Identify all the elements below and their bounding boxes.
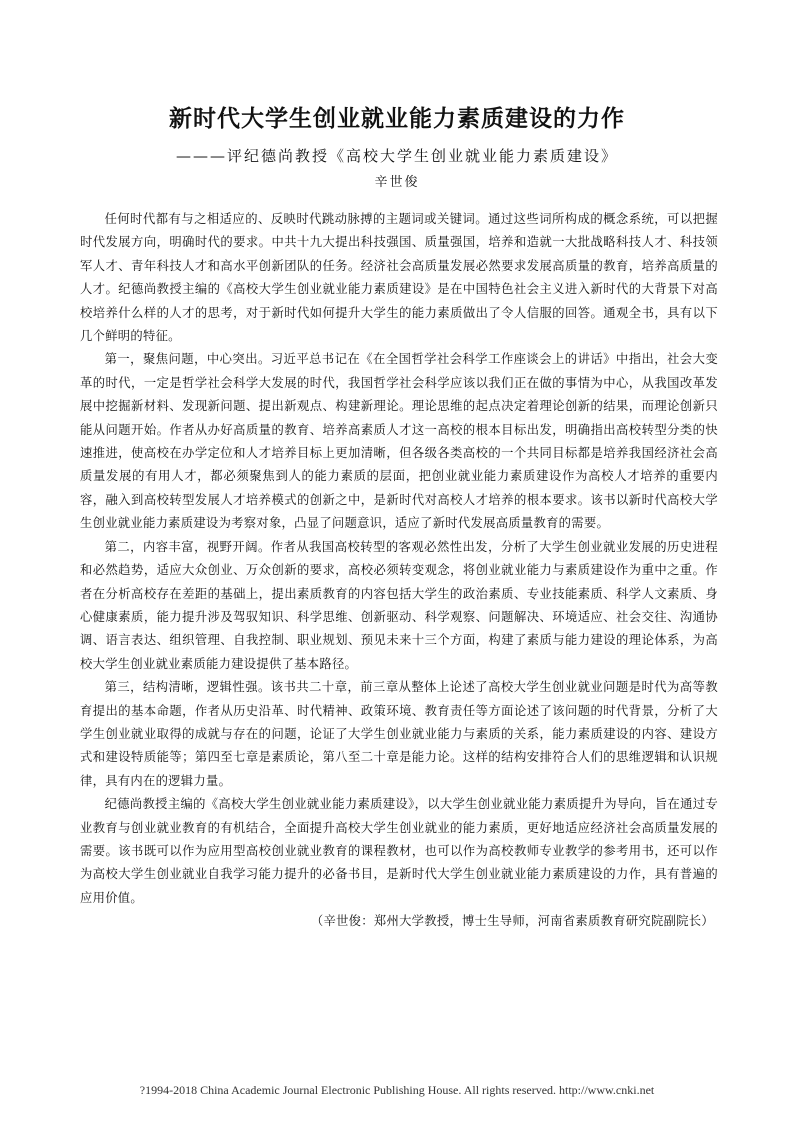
author-signature: （辛世俊：郑州大学教授，博士生导师，河南省素质教育研究院副院长） — [310, 914, 714, 929]
article-body — [80, 208, 718, 934]
article-title: 新时代大学生创业就业能力素质建设的力作 — [169, 106, 625, 132]
copyright-footer: ?1994-2018 China Academic Journal Electronic Publishing House. All rights reserved. http://www.cnki.net — [139, 1083, 655, 1097]
paragraph-first-feature: 第一，聚焦问题，中心突出。习近平总书记在《在全国哲学社会科学工作座谈会上的讲话》中指出，社会大变革的时代，一定是哲学社会科学大发展的时代，我国哲学社会科学应该以我们正在做的事情为中心，从我国改革发展中挖掘新材料、发现新问题、提出新观点、构建新理论。理论思维的起点决定着理论创新的结果，而理论创新只能从问题开始。作者从办好高质量的教育、培养高素质人才这一高校的根本目标出发，明确指出高校转型分类的快速推进，使高校在办学定位和人才培养目标上更加清晰，但各级各类高校的一个共同目标都是培养我国经济社会高质量发展的有用人才，都必须聚焦到人的能力素质的层面，把创业就业能力素质建设作为高校人才培养的重要内容，融入到高校转型发展人才培养模式的创新之中，是新时代对高校人才培养的根本要求。该书以新时代高校大学生创业就业能力素质建设为考察对象，凸显了问题意识，适应了新时代发展高质量教育的需要。 — [80, 352, 718, 531]
paragraph-third-feature: 第三，结构清晰，逻辑性强。该书共二十章，前三章从整体上论述了高校大学生创业就业问题是时代为高等教育提出的基本命题，作者从历史沿革、时代精神、政策环境、教育责任等方面论述了该问题的时代背景，分析了大学生创业就业取得的成就与存在的问题，论证了大学生创业就业能力与素质的关系，能力素质建设的内容、建设方式和建设特质能等；第四至七章是素质论，第八至二十章是能力论。这样的结构安排符合人们的思维逻辑和认识规律，具有内在的逻辑力量。 — [80, 680, 718, 788]
paragraph-conclusion: 纪德尚教授主编的《高校大学生创业就业能力素质建设》，以大学生创业就业能力素质提升为导向，旨在通过专业教育与创业就业教育的有机结合，全面提升高校大学生创业就业的能力素质，更好地适应经济社会高质量发展的需要。该书既可以作为应用型高校创业就业教育的课程教材，也可以作为高校教师专业教学的参考用书，还可以作为高校大学生创业就业自我学习能力提升的必备书目，是新时代大学生创业就业能力素质建设的力作，具有普遍的应用价值。 — [80, 797, 718, 905]
paragraph-second-feature: 第二，内容丰富，视野开阔。作者从我国高校转型的客观必然性出发，分析了大学生创业就业发展的历史进程和必然趋势，适应大众创业、万众创新的要求，高校必须转变观念，将创业就业能力与素质建设作为重中之重。作者在分析高校存在差距的基础上，提出素质教育的内容包括大学生的政治素质、专业技能素质、科学人文素质、身心健康素质，能力提升涉及驾驭知识、科学思维、创新驱动、科学观察、问题解决、环境适应、社会交往、沟通协调、语言表达、组织管理、自我控制、职业规划、预见未来十三个方面，构建了素质与能力建设的理论体系，为高校大学生创业就业素质能力建设提供了基本路径。 — [80, 539, 718, 671]
article-subtitle: ———评纪德尚教授《高校大学生创业就业能力素质建设》 — [175, 147, 618, 165]
article-author: 辛世俊 — [374, 175, 420, 190]
paragraph-intro: 任何时代都有与之相适应的、反映时代跳动脉搏的主题词或关键词。通过这些词所构成的概念系统，可以把握时代发展方向，明确时代的要求。中共十九大提出科技强国、质量强国，培养和造就一大批战略科技人才、科技领军人才、青年科技人才和高水平创新团队的任务。经济社会高质量发展必然要求发展高质量的教育，培养高质量的人才。纪德尚教授主编的《高校大学生创业就业能力素质建设》是在中国特色社会主义进入新时代的大背景下对高校培养什么样的人才的思考，对于新时代如何提升大学生的能力素质做出了令人信服的回答。通观全书，具有以下几个鲜明的特征。 — [80, 212, 718, 344]
